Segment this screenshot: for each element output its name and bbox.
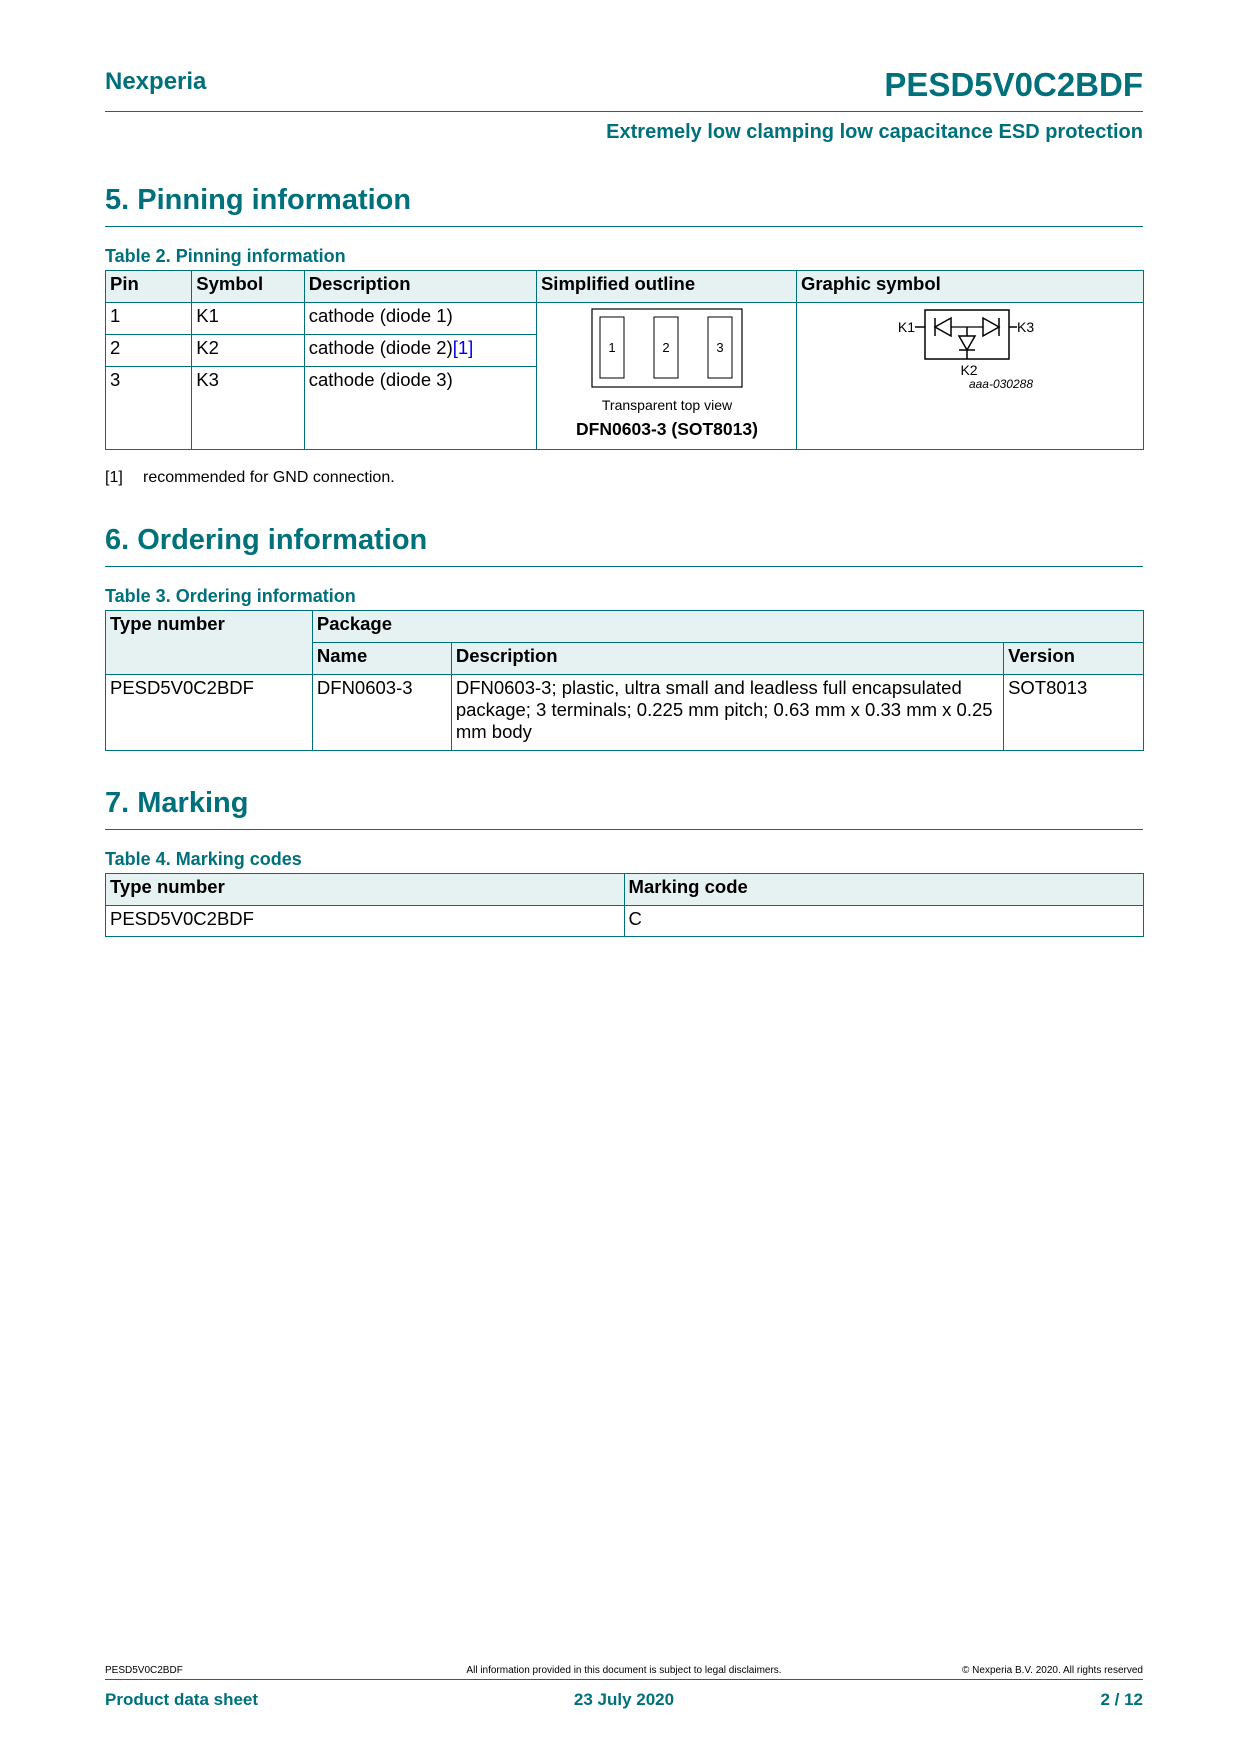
column-header-name: Name: [312, 643, 451, 675]
package-description-cell: DFN0603-3; plastic, ultra small and leadless full encapsulated package; 3 terminals; 0.225 mm pitch; 0.63 mm x 0.33 mm x 0.25 mm body: [451, 675, 1003, 751]
column-header-graphic-symbol: Graphic symbol: [796, 271, 1143, 303]
description-cell: [304, 335, 536, 367]
type-number-cell: PESD5V0C2BDF: [106, 675, 313, 751]
marking-code-cell: C: [624, 906, 1143, 937]
column-header-package: Package: [312, 611, 1143, 643]
footer-disclaimer: All information provided in this document is subject to legal disclaimers.: [466, 1665, 782, 1676]
column-header-description: Description: [451, 643, 1003, 675]
table-caption-marking: Table 4. Marking codes: [105, 849, 302, 869]
footer-date: 23 July 2020: [573, 1690, 675, 1709]
pin-cell: 2: [106, 335, 192, 367]
package-label: DFN0603-3 (SOT8013): [576, 419, 758, 439]
part-number: PESD5V0C2BDF: [884, 66, 1143, 103]
description-cell: cathode (diode 1): [304, 303, 536, 335]
diode-network-icon: [915, 310, 1017, 359]
pin-cell: 1: [106, 303, 192, 335]
column-header-symbol: Symbol: [192, 271, 304, 303]
terminal-k1-label: K1: [897, 319, 915, 335]
column-header-type-number: Type number: [106, 611, 313, 675]
column-header-marking-code: Marking code: [624, 874, 1143, 906]
symbol-cell: K2: [192, 335, 304, 367]
column-header-description: Description: [304, 271, 536, 303]
pad-2-label: 2: [662, 340, 670, 355]
pad-3-label: 3: [716, 340, 724, 355]
symbol-cell: K3: [192, 367, 304, 399]
pin-cell: 3: [106, 367, 192, 399]
column-header-outline: Simplified outline: [536, 271, 796, 303]
column-header-pin: Pin: [106, 271, 192, 303]
marking-table: [105, 873, 1144, 937]
table-row: [106, 675, 1144, 751]
footnote-link[interactable]: [1]: [452, 337, 474, 359]
section-title-pinning: 5. Pinning information: [105, 184, 412, 216]
brand-name: Nexperia: [105, 68, 207, 95]
section-rule: [105, 829, 1143, 830]
footer-doc-id: PESD5V0C2BDF: [105, 1665, 183, 1676]
document-subtitle: Extremely low clamping low capacitance ESD protection: [606, 121, 1143, 143]
section-rule: [105, 226, 1143, 227]
footer-copyright: © Nexperia B.V. 2020. All rights reserved: [962, 1665, 1143, 1676]
package-name-cell: DFN0603-3: [312, 675, 451, 751]
graphic-symbol-cell: [796, 303, 1143, 450]
package-outline-drawing: [537, 303, 796, 449]
section-title-marking: 7. Marking: [105, 787, 249, 819]
section-title-ordering: 6. Ordering information: [105, 524, 428, 556]
footnote-mark: [1]: [105, 469, 123, 486]
outline-view-label: Transparent top view: [601, 397, 733, 413]
column-header-type-number: Type number: [106, 874, 625, 906]
table-caption-pinning: Table 2. Pinning information: [105, 246, 346, 266]
column-header-version: Version: [1004, 643, 1144, 675]
pad-1-label: 1: [608, 340, 616, 355]
table-caption-ordering: Table 3. Ordering information: [105, 586, 356, 606]
symbol-cell: K1: [192, 303, 304, 335]
table-row: [106, 303, 1144, 335]
simplified-outline-cell: [536, 303, 796, 450]
section-rule: [105, 566, 1143, 567]
footnote-text: recommended for GND connection.: [143, 469, 395, 486]
diode-schematic-symbol: [797, 303, 1143, 449]
terminal-k2-label: K2: [960, 362, 978, 378]
symbol-reference-code: aaa-030288: [968, 377, 1033, 391]
version-cell: SOT8013: [1004, 675, 1144, 751]
terminal-k3-label: K3: [1016, 319, 1035, 335]
description-cell: cathode (diode 3): [304, 367, 536, 399]
footer-page-number: 2 / 12: [1100, 1690, 1143, 1709]
footnote: [105, 469, 395, 487]
type-number-cell: PESD5V0C2BDF: [106, 906, 625, 937]
description-text: cathode (diode 2): [308, 337, 453, 359]
footer-doc-type: Product data sheet: [105, 1690, 259, 1709]
table-row: [106, 906, 1144, 937]
pinning-table: [105, 270, 1144, 450]
footer-rule: [105, 1679, 1143, 1680]
ordering-table: [105, 610, 1144, 751]
header-rule: [105, 111, 1143, 112]
